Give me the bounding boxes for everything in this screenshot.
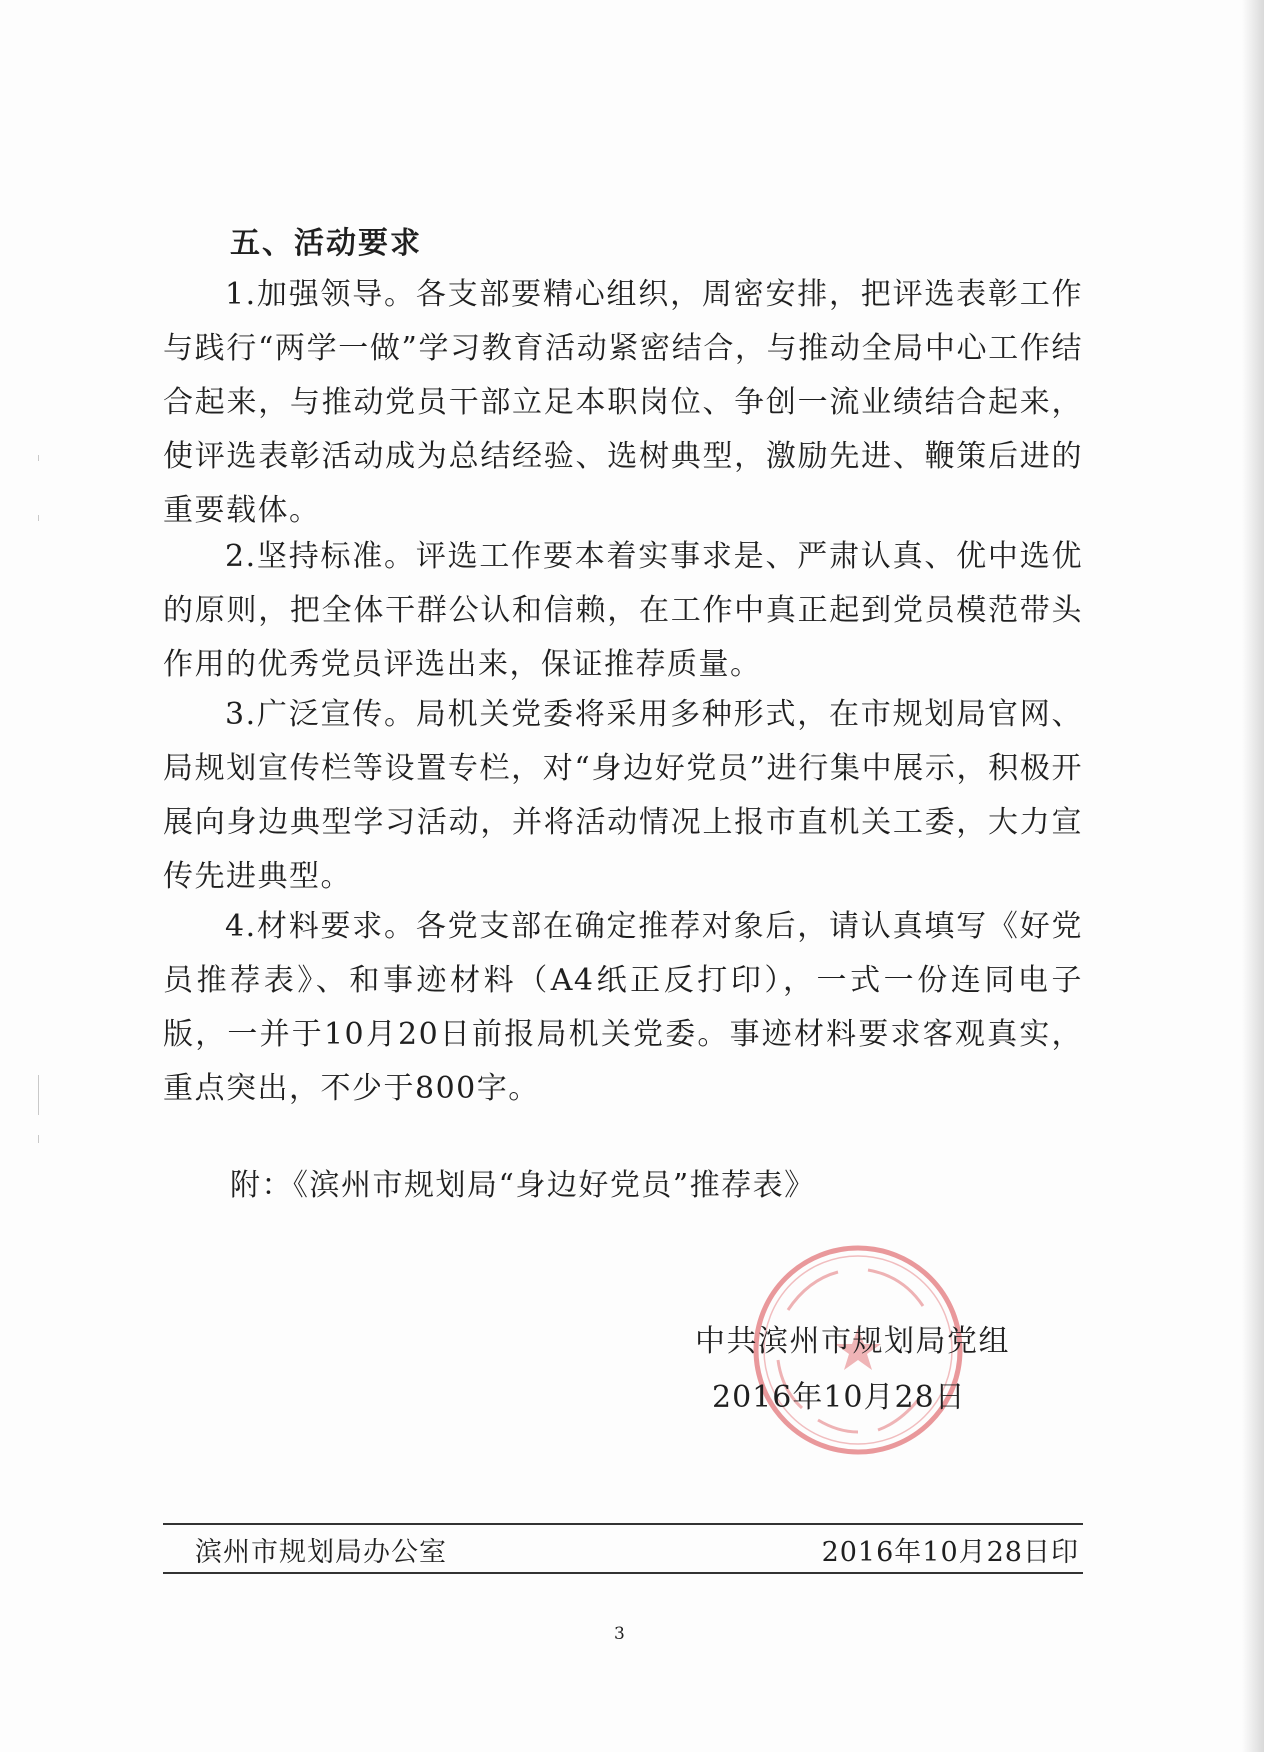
footer-print-date: 2016年10月28日印 [821,1537,1079,1568]
footer-rule-bottom [163,1572,1083,1574]
signature-organization: 中共滨州市规划局党组 [695,1324,1010,1359]
footer-office: 滨州市规划局办公室 [195,1537,447,1568]
page-number: 3 [614,1624,625,1644]
section-heading: 五、活动要求 [230,226,422,261]
signature-date: 2016年10月28日 [712,1380,966,1415]
attachment-note: 附：《滨州市规划局“身边好党员”推荐表》 [230,1168,816,1203]
binding-mark [38,1075,49,1115]
footer-rule-top [163,1523,1083,1525]
binding-mark [38,1135,49,1143]
requirement-paragraph: 3.广泛宣传。局机关党委将采用多种形式，在市规划局官网、局规划宣传栏等设置专栏，对“身边好党员”进行集中展示，积极开展向身边典型学习活动，并将活动情况上报市直机关工委，大力宣传先进典型。 [163,697,1083,894]
binding-mark [38,455,49,461]
requirement-paragraph: 1.加强领导。各支部要精心组织，周密安排，把评选表彰工作与践行“两学一做”学习教育活动紧密结合，与推动全局中心工作结合起来，与推动党员干部立足本职岗位、争创一流业绩结合起来，使评选表彰活动成为总结经验、选树典型，激励先进、鞭策后进的重要载体。 [163,277,1083,528]
binding-mark [38,515,49,521]
scan-edge-shadow [1242,0,1264,1752]
requirement-paragraph: 2.坚持标准。评选工作要本着实事求是、严肃认真、优中选优的原则，把全体干群公认和信赖，在工作中真正起到党员模范带头作用的优秀党员评选出来，保证推荐质量。 [163,539,1083,682]
requirement-paragraph: 4.材料要求。各党支部在确定推荐对象后，请认真填写《好党员推荐表》、和事迹材料（A4纸正反打印），一式一份连同电子版，一并于10月20日前报局机关党委。事迹材料要求客观真实，重点突出，不少于800字。 [163,909,1083,1106]
